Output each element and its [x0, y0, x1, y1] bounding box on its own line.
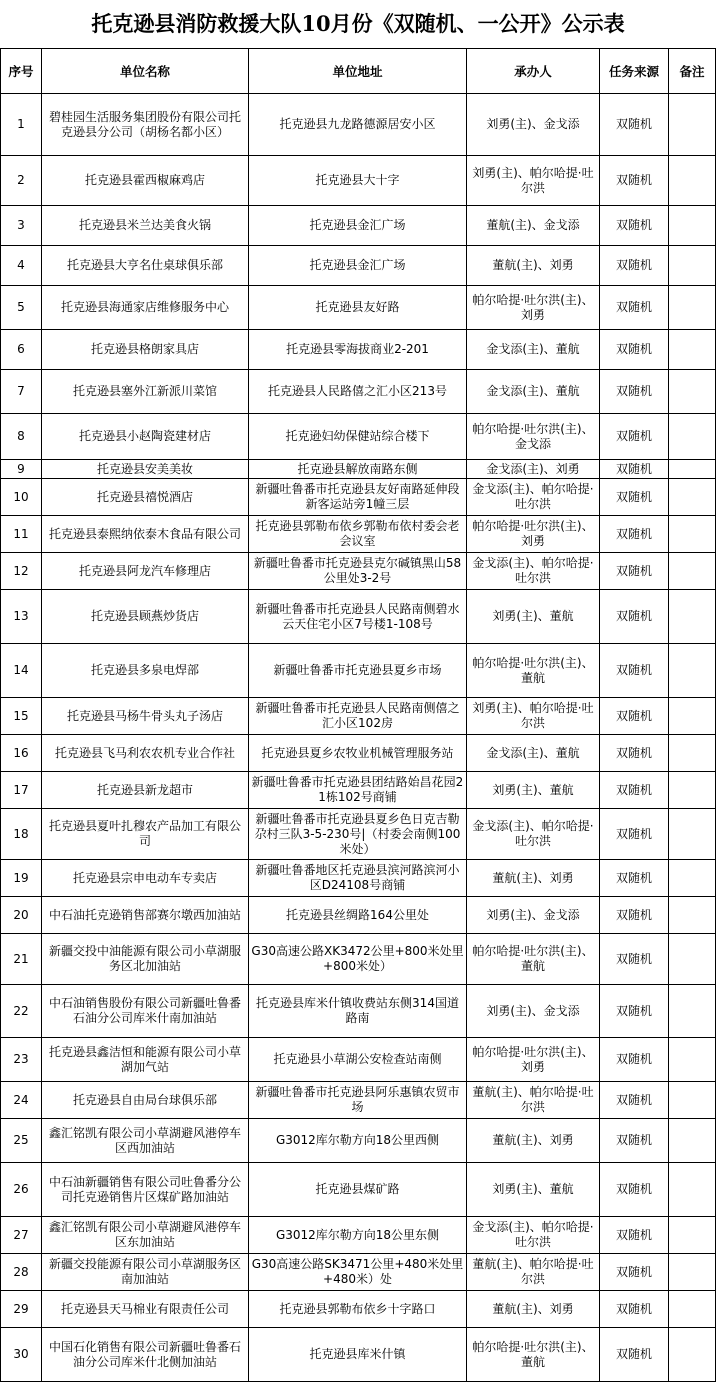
- cell-unit-name: 中石油托克逊销售部赛尔墩西加油站: [42, 897, 249, 934]
- cell-unit-address: 托克逊县夏乡农牧业机械管理服务站: [249, 735, 467, 772]
- cell-unit-address: 新疆吐鲁番市托克逊县克尔碱镇黑山58公里处3-2号: [249, 553, 467, 590]
- cell-unit-name: 托克逊县霍西椒麻鸡店: [42, 156, 249, 206]
- cell-remark: [669, 590, 716, 644]
- cell-unit-address: 新疆吐鲁番市托克逊县人民路南侧碧水云天住宅小区7号楼1-108号: [249, 590, 467, 644]
- cell-handler: 金戈添(主)、董航: [467, 735, 600, 772]
- cell-remark: [669, 809, 716, 860]
- cell-task-source: 双随机: [600, 934, 669, 985]
- cell-unit-address: 新疆吐鲁番市托克逊县阿乐惠镇农贸市场: [249, 1082, 467, 1119]
- cell-unit-name: 托克逊县宗申电动车专卖店: [42, 860, 249, 897]
- cell-remark: [669, 516, 716, 553]
- cell-seq: 17: [1, 772, 42, 809]
- table-row: [1, 772, 716, 809]
- cell-task-source: 双随机: [600, 1217, 669, 1254]
- cell-task-source: 双随机: [600, 414, 669, 460]
- cell-handler: 金戈添(主)、董航: [467, 330, 600, 370]
- cell-seq: 29: [1, 1291, 42, 1328]
- cell-unit-address: 托克逊县大十字: [249, 156, 467, 206]
- cell-remark: [669, 553, 716, 590]
- cell-remark: [669, 414, 716, 460]
- table-row: [1, 860, 716, 897]
- cell-remark: [669, 1163, 716, 1217]
- cell-seq: 1: [1, 94, 42, 156]
- cell-remark: [669, 934, 716, 985]
- cell-remark: [669, 985, 716, 1038]
- table-row: [1, 590, 716, 644]
- table-row: [1, 698, 716, 735]
- cell-remark: [669, 1328, 716, 1382]
- table-row: [1, 1328, 716, 1382]
- cell-task-source: 双随机: [600, 156, 669, 206]
- cell-unit-address: 托克逊县郭勒布依乡十字路口: [249, 1291, 467, 1328]
- cell-unit-address: 托克逊县煤矿路: [249, 1163, 467, 1217]
- header-task-source: 任务来源: [600, 49, 669, 94]
- header-row: [1, 49, 716, 94]
- cell-remark: [669, 1291, 716, 1328]
- cell-handler: 董航(主)、刘勇: [467, 1119, 600, 1163]
- cell-unit-address: 托克逊县人民路僖之汇小区213号: [249, 370, 467, 414]
- header-seq: 序号: [1, 49, 42, 94]
- cell-handler: 帕尔哈提·吐尔洪(主)、刘勇: [467, 1038, 600, 1082]
- cell-seq: 10: [1, 479, 42, 516]
- cell-unit-address: 托克逊县库米什镇: [249, 1328, 467, 1382]
- cell-seq: 20: [1, 897, 42, 934]
- cell-unit-name: 托克逊县顾燕炒货店: [42, 590, 249, 644]
- table-row: [1, 897, 716, 934]
- cell-handler: 刘勇(主)、金戈添: [467, 897, 600, 934]
- cell-seq: 16: [1, 735, 42, 772]
- table-row: [1, 1038, 716, 1082]
- table-row: [1, 516, 716, 553]
- cell-remark: [669, 460, 716, 479]
- cell-unit-name: 托克逊县泰熙纳依泰木食品有限公司: [42, 516, 249, 553]
- cell-task-source: 双随机: [600, 772, 669, 809]
- page-title: 托克逊县消防救援大队10月份《双随机、一公开》公示表: [91, 11, 625, 36]
- table-row: [1, 1254, 716, 1291]
- cell-unit-address: 新疆吐鲁番地区托克逊县滨河路滨河小区D24108号商铺: [249, 860, 467, 897]
- cell-unit-address: G30高速公路SK3471公里+480米处里+480米）处: [249, 1254, 467, 1291]
- cell-unit-address: G30高速公路XK3472公里+800米处里+800米处）: [249, 934, 467, 985]
- cell-unit-name: 中石油销售股份有限公司新疆吐鲁番石油分公司库米什南加油站: [42, 985, 249, 1038]
- cell-seq: 4: [1, 246, 42, 286]
- cell-remark: [669, 772, 716, 809]
- cell-unit-address: 托克逊县库米什镇收费站东侧314国道路南: [249, 985, 467, 1038]
- table-row: [1, 1217, 716, 1254]
- cell-seq: 7: [1, 370, 42, 414]
- cell-remark: [669, 897, 716, 934]
- inspection-table: [0, 48, 716, 1382]
- cell-task-source: 双随机: [600, 590, 669, 644]
- cell-unit-address: 托克逊妇幼保健站综合楼下: [249, 414, 467, 460]
- cell-unit-address: 托克逊县金汇广场: [249, 246, 467, 286]
- cell-seq: 22: [1, 985, 42, 1038]
- cell-unit-address: 托克逊县金汇广场: [249, 206, 467, 246]
- cell-remark: [669, 1254, 716, 1291]
- cell-task-source: 双随机: [600, 94, 669, 156]
- cell-unit-name: 托克逊县阿龙汽车修理店: [42, 553, 249, 590]
- cell-remark: [669, 644, 716, 698]
- header-unit-name: 单位名称: [42, 49, 249, 94]
- cell-seq: 14: [1, 644, 42, 698]
- cell-remark: [669, 246, 716, 286]
- cell-handler: 刘勇(主)、金戈添: [467, 94, 600, 156]
- cell-task-source: 双随机: [600, 1163, 669, 1217]
- cell-unit-name: 托克逊县安美美妆: [42, 460, 249, 479]
- cell-task-source: 双随机: [600, 286, 669, 330]
- cell-task-source: 双随机: [600, 1038, 669, 1082]
- table-row: [1, 370, 716, 414]
- table-body: [1, 94, 716, 1382]
- table-row: [1, 735, 716, 772]
- cell-handler: 帕尔哈提·吐尔洪(主)、刘勇: [467, 516, 600, 553]
- cell-seq: 27: [1, 1217, 42, 1254]
- cell-seq: 5: [1, 286, 42, 330]
- cell-remark: [669, 860, 716, 897]
- table-row: [1, 330, 716, 370]
- table-row: [1, 286, 716, 330]
- cell-seq: 19: [1, 860, 42, 897]
- cell-task-source: 双随机: [600, 644, 669, 698]
- cell-handler: 帕尔哈提·吐尔洪(主)、董航: [467, 1328, 600, 1382]
- cell-task-source: 双随机: [600, 860, 669, 897]
- cell-unit-address: 托克逊县丝绸路164公里处: [249, 897, 467, 934]
- cell-unit-address: 新疆吐鲁番市托克逊县团结路始昌花园21栋102号商铺: [249, 772, 467, 809]
- cell-task-source: 双随机: [600, 330, 669, 370]
- cell-seq: 11: [1, 516, 42, 553]
- cell-unit-address: 新疆吐鲁番市托克逊县人民路南侧僖之汇小区102房: [249, 698, 467, 735]
- cell-task-source: 双随机: [600, 206, 669, 246]
- cell-handler: 帕尔哈提·吐尔洪(主)、刘勇: [467, 286, 600, 330]
- cell-unit-name: 鑫汇铭凯有限公司小草湖避风港停车区东加油站: [42, 1217, 249, 1254]
- cell-unit-address: 新疆吐鲁番市托克逊县友好南路延伸段新客运站旁1幢三层: [249, 479, 467, 516]
- cell-handler: 刘勇(主)、董航: [467, 772, 600, 809]
- cell-task-source: 双随机: [600, 698, 669, 735]
- cell-unit-name: 新疆交投能源有限公司小草湖服务区南加油站: [42, 1254, 249, 1291]
- cell-remark: [669, 370, 716, 414]
- cell-seq: 30: [1, 1328, 42, 1382]
- cell-handler: 刘勇(主)、董航: [467, 590, 600, 644]
- table-row: [1, 1163, 716, 1217]
- cell-unit-name: 碧桂园生活服务集团股份有限公司托克逊县分公司（胡杨名都小区）: [42, 94, 249, 156]
- table-row: [1, 644, 716, 698]
- cell-handler: 金戈添(主)、帕尔哈提·吐尔洪: [467, 1217, 600, 1254]
- table-row: [1, 414, 716, 460]
- cell-unit-name: 托克逊县飞马利农农机专业合作社: [42, 735, 249, 772]
- cell-unit-name: 托克逊县禧悦酒店: [42, 479, 249, 516]
- cell-unit-name: 托克逊县小赵陶瓷建材店: [42, 414, 249, 460]
- cell-seq: 24: [1, 1082, 42, 1119]
- cell-unit-address: 托克逊县零海拔商业2-201: [249, 330, 467, 370]
- cell-remark: [669, 698, 716, 735]
- cell-handler: 帕尔哈提·吐尔洪(主)、董航: [467, 644, 600, 698]
- cell-task-source: 双随机: [600, 553, 669, 590]
- cell-task-source: 双随机: [600, 246, 669, 286]
- cell-unit-name: 托克逊县塞外江新派川菜馆: [42, 370, 249, 414]
- cell-handler: 刘勇(主)、帕尔哈提·吐尔洪: [467, 698, 600, 735]
- cell-unit-name: 托克逊县鑫洁恒和能源有限公司小草湖加气站: [42, 1038, 249, 1082]
- cell-handler: 金戈添(主)、刘勇: [467, 460, 600, 479]
- table-row: [1, 1119, 716, 1163]
- table-row: [1, 1082, 716, 1119]
- cell-unit-address: G3012库尔勒方向18公里东侧: [249, 1217, 467, 1254]
- cell-remark: [669, 735, 716, 772]
- cell-seq: 18: [1, 809, 42, 860]
- cell-handler: 金戈添(主)、帕尔哈提·吐尔洪: [467, 553, 600, 590]
- cell-remark: [669, 330, 716, 370]
- cell-task-source: 双随机: [600, 985, 669, 1038]
- cell-seq: 21: [1, 934, 42, 985]
- cell-handler: 刘勇(主)、帕尔哈提·吐尔洪: [467, 156, 600, 206]
- cell-unit-address: 托克逊县解放南路东侧: [249, 460, 467, 479]
- cell-task-source: 双随机: [600, 1082, 669, 1119]
- cell-remark: [669, 156, 716, 206]
- cell-unit-name: 托克逊县天马棉业有限责任公司: [42, 1291, 249, 1328]
- cell-unit-name: 托克逊县马杨牛骨头丸子汤店: [42, 698, 249, 735]
- cell-handler: 董航(主)、金戈添: [467, 206, 600, 246]
- cell-task-source: 双随机: [600, 735, 669, 772]
- cell-unit-address: 新疆吐鲁番市托克逊县夏乡色日克吉勒尕村三队3-5-230号|（村委会南侧100米处）: [249, 809, 467, 860]
- cell-task-source: 双随机: [600, 516, 669, 553]
- cell-unit-address: 托克逊县九龙路德源居安小区: [249, 94, 467, 156]
- cell-unit-name: 托克逊县海通家店维修服务中心: [42, 286, 249, 330]
- header-handler: 承办人: [467, 49, 600, 94]
- cell-unit-address: 托克逊县小草湖公安检查站南侧: [249, 1038, 467, 1082]
- cell-task-source: 双随机: [600, 460, 669, 479]
- cell-remark: [669, 1119, 716, 1163]
- cell-unit-name: 新疆交投中油能源有限公司小草湖服务区北加油站: [42, 934, 249, 985]
- cell-unit-name: 中石油新疆销售有限公司吐鲁番分公司托克逊销售片区煤矿路加油站: [42, 1163, 249, 1217]
- table-row: [1, 809, 716, 860]
- cell-seq: 9: [1, 460, 42, 479]
- cell-remark: [669, 1082, 716, 1119]
- cell-seq: 25: [1, 1119, 42, 1163]
- cell-handler: 刘勇(主)、金戈添: [467, 985, 600, 1038]
- header-unit-address: 单位地址: [249, 49, 467, 94]
- cell-task-source: 双随机: [600, 1291, 669, 1328]
- cell-handler: 董航(主)、刘勇: [467, 860, 600, 897]
- cell-remark: [669, 206, 716, 246]
- cell-task-source: 双随机: [600, 1254, 669, 1291]
- table-row: [1, 479, 716, 516]
- cell-remark: [669, 1038, 716, 1082]
- cell-task-source: 双随机: [600, 1328, 669, 1382]
- cell-unit-name: 鑫汇铭凯有限公司小草湖避风港停车区西加油站: [42, 1119, 249, 1163]
- cell-handler: 帕尔哈提·吐尔洪(主)、金戈添: [467, 414, 600, 460]
- cell-task-source: 双随机: [600, 809, 669, 860]
- cell-handler: 董航(主)、刘勇: [467, 246, 600, 286]
- cell-unit-name: 托克逊县新龙超市: [42, 772, 249, 809]
- cell-seq: 2: [1, 156, 42, 206]
- cell-unit-address: G3012库尔勒方向18公里西侧: [249, 1119, 467, 1163]
- cell-unit-name: 托克逊县自由局台球俱乐部: [42, 1082, 249, 1119]
- cell-task-source: 双随机: [600, 1119, 669, 1163]
- header-remark: 备注: [669, 49, 716, 94]
- cell-handler: 金戈添(主)、帕尔哈提·吐尔洪: [467, 809, 600, 860]
- cell-remark: [669, 94, 716, 156]
- cell-seq: 6: [1, 330, 42, 370]
- cell-unit-name: 托克逊县夏叶扎穆农产品加工有限公司: [42, 809, 249, 860]
- table-row: [1, 934, 716, 985]
- table-row: [1, 94, 716, 156]
- table-row: [1, 460, 716, 479]
- cell-remark: [669, 286, 716, 330]
- cell-unit-name: 托克逊县大亨名仕桌球俱乐部: [42, 246, 249, 286]
- cell-seq: 15: [1, 698, 42, 735]
- cell-task-source: 双随机: [600, 479, 669, 516]
- cell-unit-name: 托克逊县米兰达美食火锅: [42, 206, 249, 246]
- table-row: [1, 985, 716, 1038]
- table-row: [1, 1291, 716, 1328]
- table-row: [1, 246, 716, 286]
- cell-seq: 26: [1, 1163, 42, 1217]
- table-row: [1, 206, 716, 246]
- cell-handler: 董航(主)、帕尔哈提·吐尔洪: [467, 1082, 600, 1119]
- cell-handler: 金戈添(主)、董航: [467, 370, 600, 414]
- cell-handler: 董航(主)、刘勇: [467, 1291, 600, 1328]
- cell-unit-address: 托克逊县友好路: [249, 286, 467, 330]
- cell-handler: 帕尔哈提·吐尔洪(主)、董航: [467, 934, 600, 985]
- cell-task-source: 双随机: [600, 897, 669, 934]
- cell-seq: 23: [1, 1038, 42, 1082]
- cell-unit-address: 托克逊县郭勒布依乡郭勒布依村委会老会议室: [249, 516, 467, 553]
- cell-handler: 董航(主)、帕尔哈提·吐尔洪: [467, 1254, 600, 1291]
- cell-seq: 8: [1, 414, 42, 460]
- cell-remark: [669, 1217, 716, 1254]
- cell-seq: 12: [1, 553, 42, 590]
- cell-unit-name: 托克逊县格朗家具店: [42, 330, 249, 370]
- table-row: [1, 553, 716, 590]
- cell-seq: 3: [1, 206, 42, 246]
- cell-task-source: 双随机: [600, 370, 669, 414]
- cell-seq: 28: [1, 1254, 42, 1291]
- cell-seq: 13: [1, 590, 42, 644]
- cell-unit-name: 托克逊县多泉电焊部: [42, 644, 249, 698]
- cell-unit-address: 新疆吐鲁番市托克逊县夏乡市场: [249, 644, 467, 698]
- cell-remark: [669, 479, 716, 516]
- cell-unit-name: 中国石化销售有限公司新疆吐鲁番石油分公司库米什北侧加油站: [42, 1328, 249, 1382]
- table-row: [1, 156, 716, 206]
- cell-handler: 金戈添(主)、帕尔哈提·吐尔洪: [467, 479, 600, 516]
- cell-handler: 刘勇(主)、董航: [467, 1163, 600, 1217]
